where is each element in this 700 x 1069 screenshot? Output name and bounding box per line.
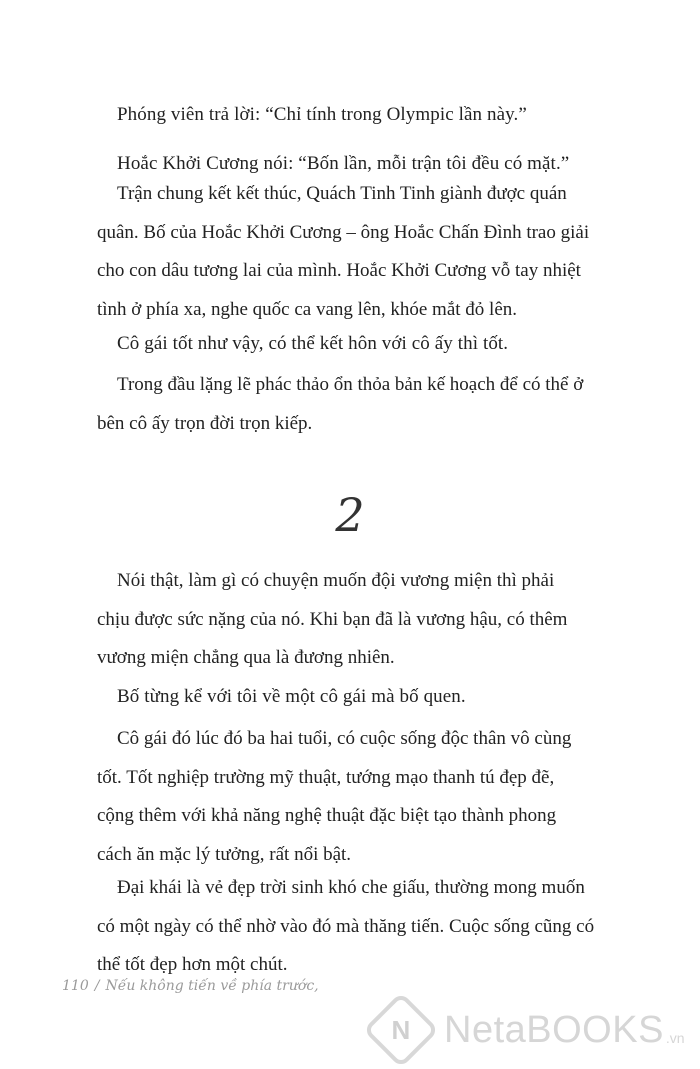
paragraph-line: Trong đầu lặng lẽ phác thảo ổn thỏa bản kế hoạch để có thể ở — [117, 374, 584, 395]
paragraph-reporter-reply — [117, 95, 647, 135]
page-number: 110 — [62, 978, 89, 994]
watermark-logo-icon — [363, 992, 439, 1068]
page-footer — [62, 978, 319, 994]
watermark-brand: NetaBOOKS — [444, 1008, 664, 1051]
paragraph-line: quân. Bố của Hoắc Khởi Cương – ông Hoắc Chấn Đình trao giải — [97, 221, 590, 243]
paragraph-father-story — [117, 677, 647, 717]
paragraph-text: Hoắc Khởi Cương nói: “Bốn lần, mỗi trận tôi đều có mặt.” — [117, 153, 570, 174]
paragraph-line: cho con dâu tương lai của mình. Hoắc Khởi Cương vỗ tay nhiệt — [97, 260, 581, 281]
paragraph-good-girl — [117, 324, 647, 364]
running-title: Nếu không tiến về phía trước, — [105, 978, 319, 994]
paragraph-beauty — [97, 869, 647, 985]
paragraph-line: thể tốt đẹp hơn một chút. — [97, 954, 288, 975]
paragraph-line: Nói thật, làm gì có chuyện muốn đội vương miện thì phải — [117, 570, 555, 591]
paragraph-line: bên cô ấy trọn đời trọn kiếp. — [97, 412, 313, 434]
paragraph-text: Bố từng kể với tôi về một cô gái mà bố quen. — [117, 686, 466, 707]
paragraph-plan — [97, 366, 647, 443]
paragraph-crown — [97, 562, 647, 678]
chapter-number: 2 — [335, 488, 365, 542]
paragraph-line: Đại khái là vẻ đẹp trời sinh khó che giấu, thường mong muốn — [117, 877, 585, 898]
paragraph-line: tốt. Tốt nghiệp trường mỹ thuật, tướng mạo thanh tú đẹp đẽ, — [97, 766, 555, 788]
paragraph-girl-description — [97, 720, 647, 874]
paragraph-line: Cô gái đó lúc đó ba hai tuổi, có cuộc sống độc thân vô cùng — [117, 728, 572, 749]
paragraph-line: chịu được sức nặng của nó. Khi bạn đã là vương hậu, có thêm — [97, 608, 568, 630]
paragraph-text: Phóng viên trả lời: “Chỉ tính trong Olympic lần này.” — [117, 104, 527, 125]
paragraph-text: Cô gái tốt như vậy, có thể kết hôn với cô ấy thì tốt. — [117, 333, 509, 354]
watermark-suffix: .vn — [665, 1030, 685, 1046]
watermark — [368, 1002, 688, 1058]
paragraph-line: có một ngày có thể nhờ vào đó mà thăng tiến. Cuộc sống cũng có — [97, 915, 595, 937]
paragraph-line: vương miện chẳng qua là đương nhiên. — [97, 647, 395, 668]
paragraph-line: cộng thêm với khả năng nghệ thuật đặc biệt tạo thành phong — [97, 805, 557, 826]
paragraph-line: cách ăn mặc lý tưởng, rất nổi bật. — [97, 843, 352, 865]
watermark-logo-letter: N — [391, 1014, 411, 1045]
paragraph-line: tình ở phía xa, nghe quốc ca vang lên, khóe mắt đỏ lên. — [97, 298, 518, 320]
footer-separator: / — [94, 978, 100, 994]
paragraph-line: Trận chung kết kết thúc, Quách Tinh Tinh giành được quán — [117, 183, 567, 204]
paragraph-final-match — [97, 175, 647, 329]
